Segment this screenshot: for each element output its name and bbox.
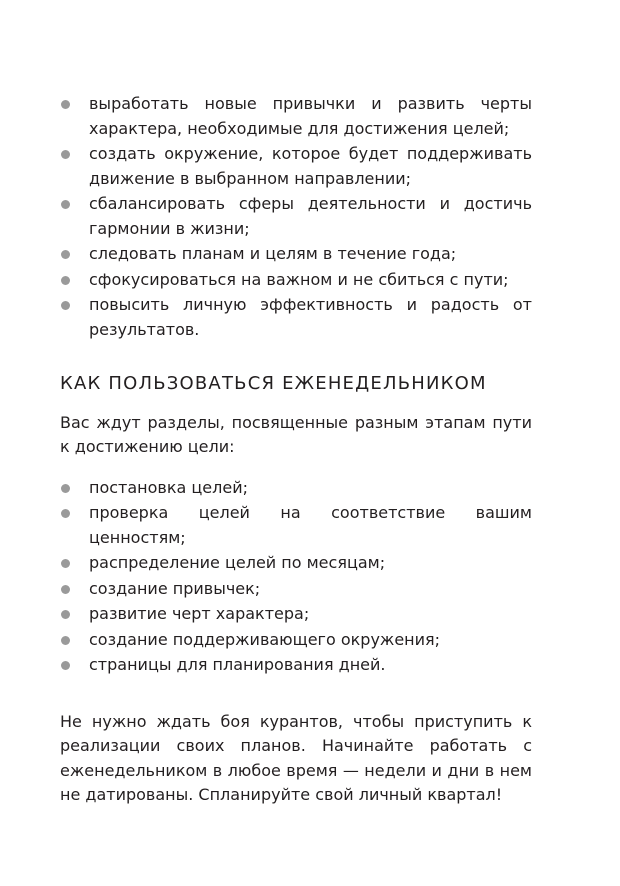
list-item-text: распределение целей по месяцам;: [89, 553, 386, 573]
bullet-icon: [61, 509, 70, 518]
list-item: [60, 602, 532, 627]
list-item-text: сбалансировать сферы деятельности и достичь гармонии в жизни;: [89, 194, 532, 238]
list-item: [60, 501, 532, 550]
list-item-text: страницы для планирования дней.: [89, 655, 386, 675]
section-heading: КАК ПОЛЬЗОВАТЬСЯ ЕЖЕНЕДЕЛЬНИКОМ: [60, 373, 487, 394]
list-item-text: развитие черт характера;: [89, 604, 310, 624]
list-item-text: постановка целей;: [89, 477, 248, 497]
list-item: [60, 476, 532, 501]
bullet-icon: [61, 150, 70, 159]
bullet-icon: [61, 636, 70, 645]
list-item-text: создать окружение, которое будет поддерживать движение в выбранном направлении;: [89, 144, 532, 188]
list-item-text: выработать новые привычки и развить черты характера, необходимые для достижения целей;: [89, 94, 532, 138]
list-item: [60, 92, 532, 141]
list-item: [60, 653, 532, 678]
list-item: [60, 293, 532, 342]
bullet-icon: [61, 610, 70, 619]
sections-list: [60, 476, 532, 678]
closing-paragraph: Не нужно ждать боя курантов, чтобы приступить к реализации своих планов. Начинайте работать с еженедельником в любое время — недели и дни в нем не датированы. Спланируйте свой личный квартал!: [60, 711, 532, 805]
list-item: [60, 551, 532, 576]
bullet-icon: [61, 585, 70, 594]
list-item: [60, 268, 532, 293]
list-item: [60, 242, 532, 267]
list-item-text: создание привычек;: [89, 578, 261, 598]
bullet-icon: [61, 276, 70, 285]
list-item: [60, 192, 532, 241]
list-item: [60, 577, 532, 602]
bullet-icon: [61, 559, 70, 568]
goals-list: [60, 92, 532, 342]
bullet-icon: [61, 250, 70, 259]
section-intro: Вас ждут разделы, посвященные разным этапам пути к достижению цели:: [60, 412, 532, 457]
bullet-icon: [61, 661, 70, 670]
list-item-text: создание поддерживающего окружения;: [89, 629, 441, 649]
bullet-icon: [61, 301, 70, 310]
bullet-icon: [61, 484, 70, 493]
list-item-text: повысить личную эффективность и радость от результатов.: [89, 295, 532, 339]
bullet-icon: [61, 200, 70, 209]
list-item-text: проверка целей на соответствие вашим ценностям;: [89, 503, 532, 547]
page-content: [60, 92, 532, 824]
list-item-text: следовать планам и целям в течение года;: [89, 244, 457, 263]
list-item-text: сфокусироваться на важном и не сбиться с пути;: [89, 269, 509, 289]
list-item: [60, 628, 532, 653]
bullet-icon: [61, 100, 70, 109]
list-item: [60, 142, 532, 191]
